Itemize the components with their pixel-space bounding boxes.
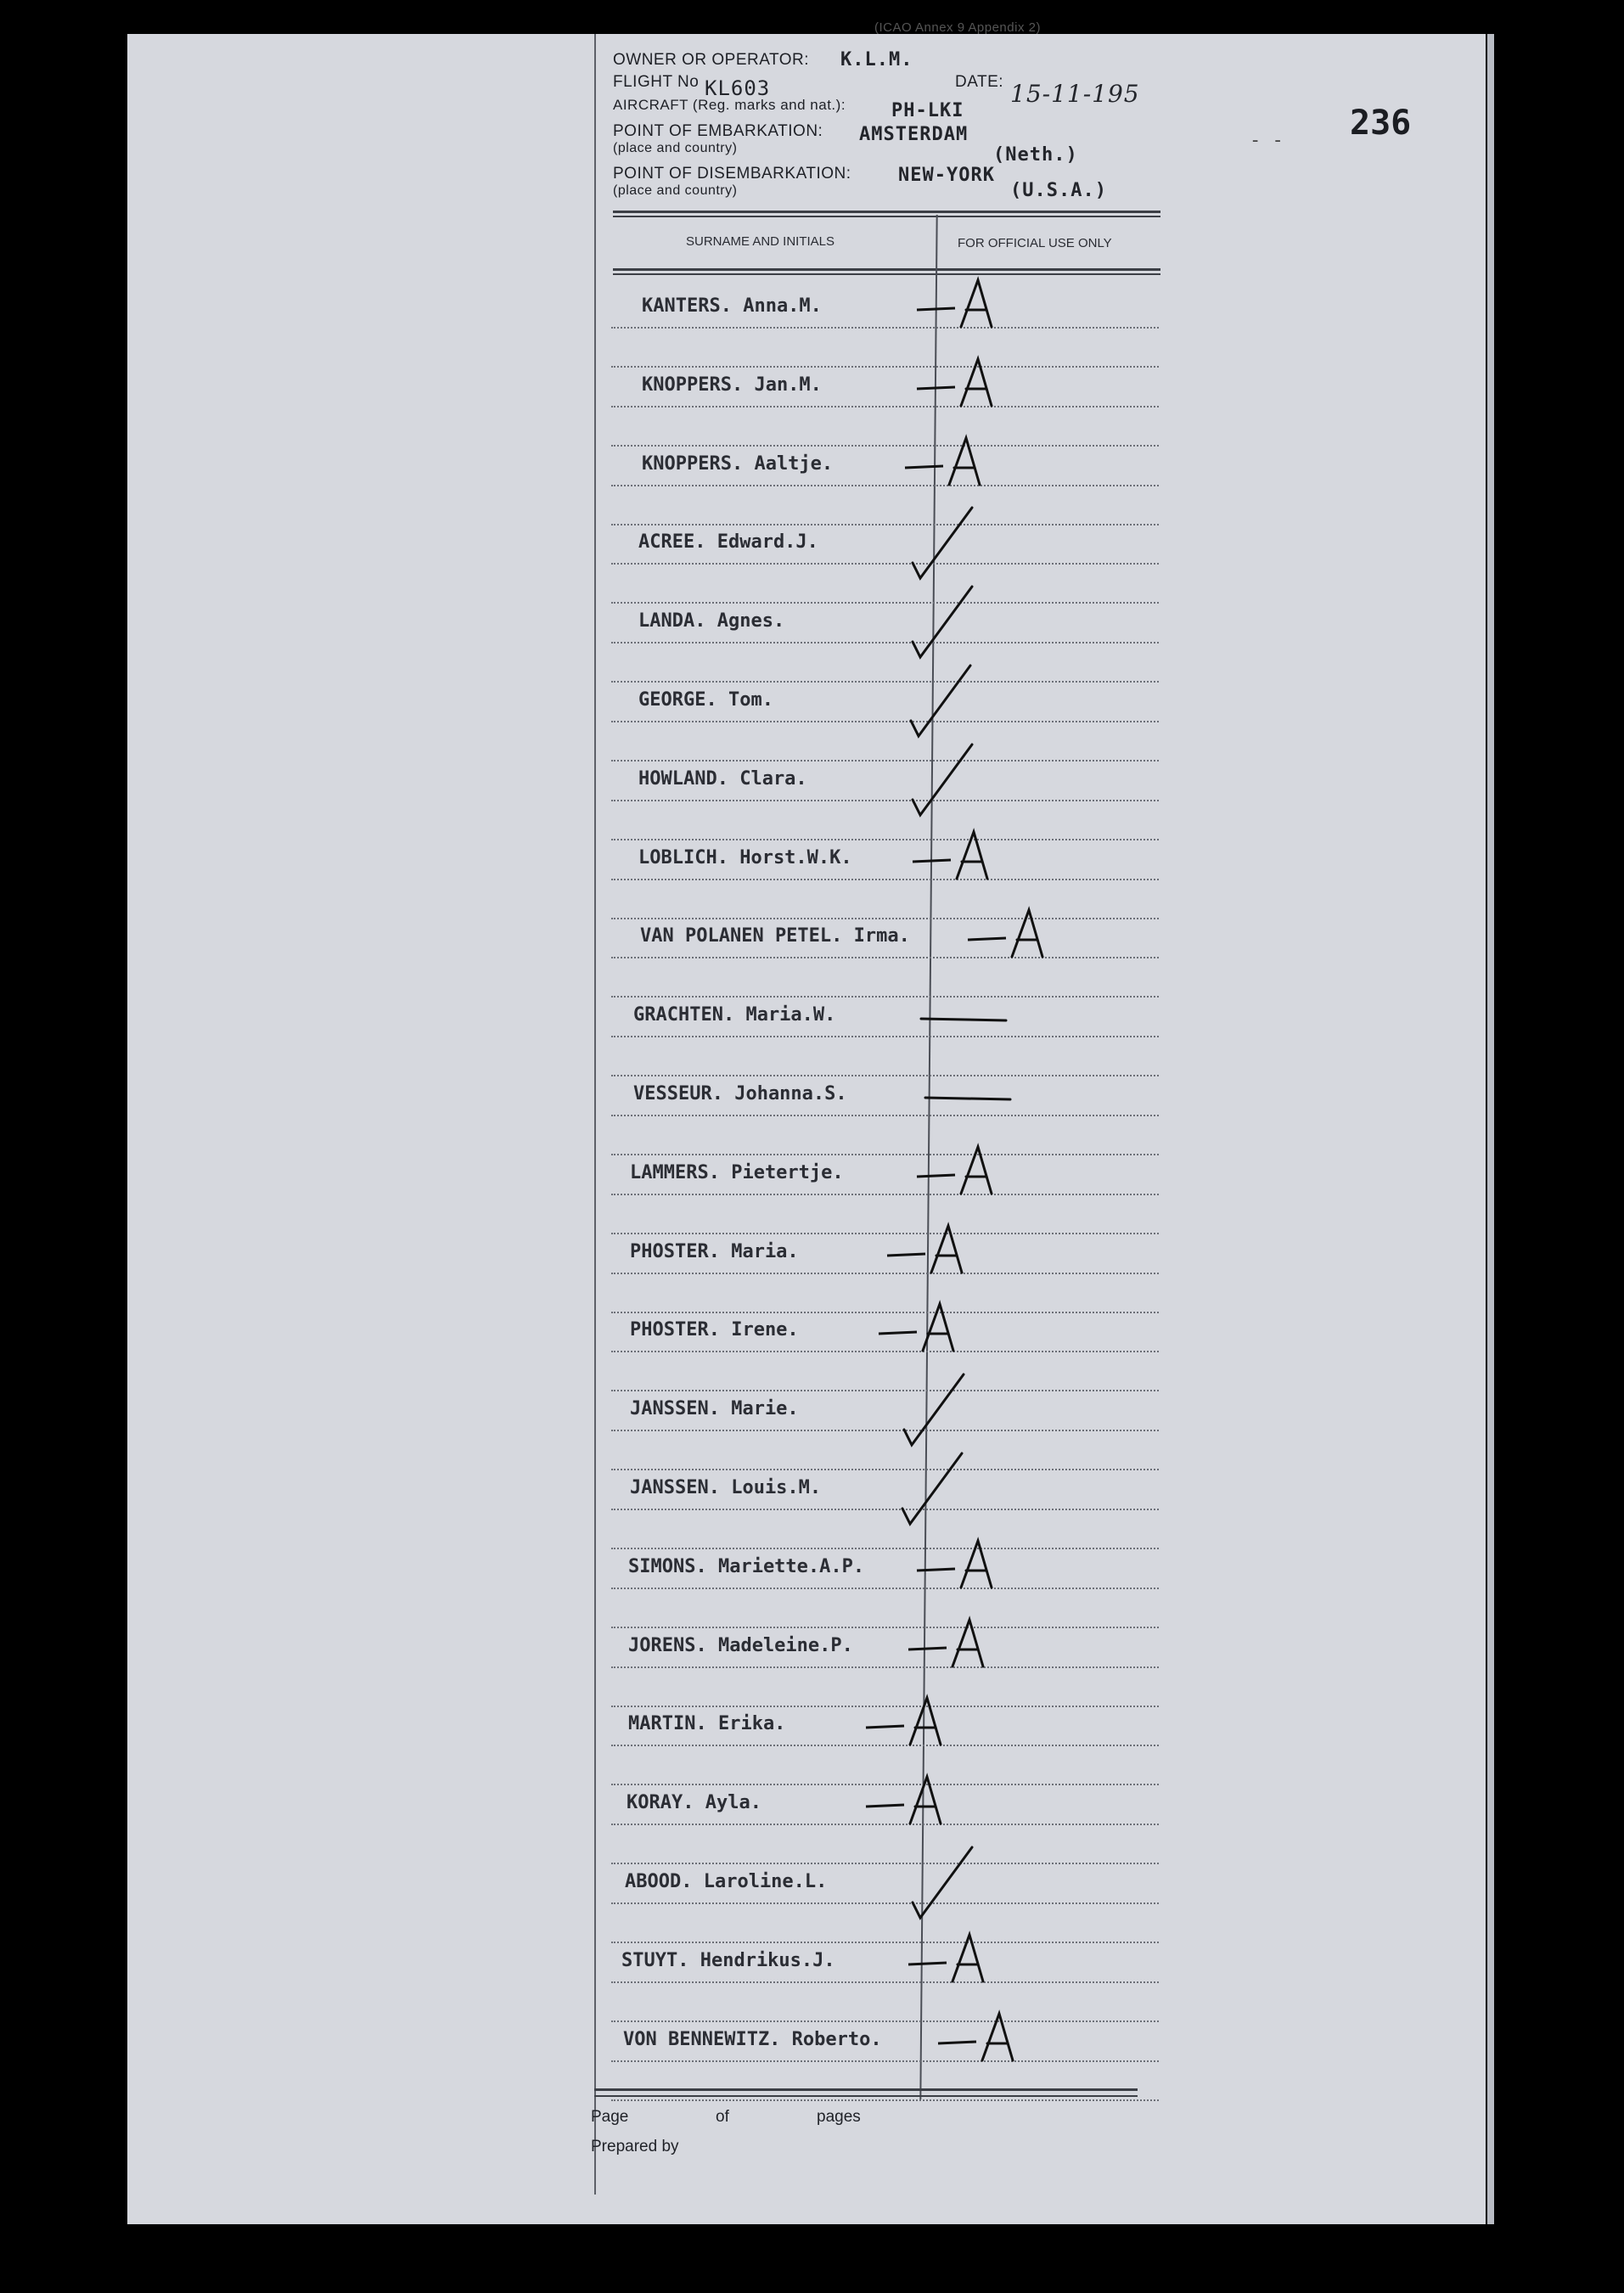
row-dotted-line [611,1863,1159,1864]
bottom-rule-1 [594,2088,1138,2091]
footer-prepared-label: Prepared by [591,2138,679,2155]
disembark-sub: (place and country) [613,183,738,198]
row-dotted-line [611,1548,1159,1549]
passenger-name: LOBLICH. Horst.W.K. [638,846,852,868]
row-dotted-line [611,445,1159,447]
date-value: 15-11-195 [1010,80,1140,108]
document-sheet [127,34,1486,2224]
passenger-name: LANDA. Agnes. [638,610,785,632]
row-dotted-line [611,485,1159,486]
bottom-rule-2 [594,2095,1138,2097]
header-rule-second [613,216,1160,217]
top-cut-text: (ICAO Annex 9 Appendix 2) [874,20,1041,35]
passenger-name: JORENS. Madeleine.P. [628,1634,853,1656]
disembark-value: NEW-YORK [898,165,995,186]
passenger-name: VAN POLANEN PETEL. Irma. [640,925,910,947]
footer-of-label: of [716,2108,729,2126]
row-dotted-line [611,366,1159,368]
passenger-name: KNOPPERS. Jan.M. [642,374,822,396]
row-dotted-line [611,2099,1159,2101]
row-dotted-line [611,1036,1159,1037]
row-dotted-line [611,2060,1159,2062]
footer-pages-label: pages [817,2108,861,2126]
row-dotted-line [611,2020,1159,2022]
row-dotted-line [611,760,1159,762]
row-dotted-line [611,1588,1159,1589]
embark-sub: (place and country) [613,141,738,155]
row-dotted-line [611,1154,1159,1155]
sheet-edge [1487,34,1494,2224]
embark-label: POINT OF EMBARKATION: [613,122,823,140]
row-dotted-line [611,327,1159,329]
row-dotted-line [611,1390,1159,1391]
owner-label: OWNER OR OPERATOR: [613,51,810,69]
official-column-header: FOR OFFICIAL USE ONLY [958,236,1112,250]
page-number: 236 [1350,104,1412,143]
row-dotted-line [611,524,1159,525]
passenger-name: JANSSEN. Louis.M. [630,1477,822,1498]
aircraft-value: PH-LKI [891,100,964,121]
passenger-name: MARTIN. Erika. [628,1713,786,1735]
row-dotted-line [611,1469,1159,1470]
passenger-name: KORAY. Ayla. [627,1792,761,1814]
row-dotted-line [611,1942,1159,1943]
passenger-name: PHOSTER. Maria. [630,1240,799,1262]
row-dotted-line [611,1666,1159,1668]
passenger-name: JANSSEN. Marie. [630,1398,799,1420]
flight-label: FLIGHT No [613,73,700,91]
row-dotted-line [611,563,1159,565]
row-dotted-line [611,879,1159,880]
row-dotted-line [611,602,1159,604]
passenger-name: GRACHTEN. Maria.W. [633,1004,836,1026]
handwritten-a-mark [930,2001,1048,2094]
passenger-name: GEORGE. Tom. [638,689,773,711]
flight-value: KL603 [705,76,771,100]
passenger-name: KNOPPERS. Aaltje. [642,452,834,475]
row-dotted-line [611,1509,1159,1510]
row-dotted-line [611,1075,1159,1076]
date-label: DATE: [955,73,1004,91]
disembark-country: (U.S.A.) [1010,180,1107,201]
column-header-rule [613,268,1160,271]
aircraft-label: AIRCRAFT (Reg. marks and nat.): [613,97,846,113]
passenger-name: ACREE. Edward.J. [638,531,818,554]
owner-value: K.L.M. [840,49,913,70]
row-dotted-line [611,642,1159,644]
row-dotted-line [611,406,1159,407]
row-dotted-line [611,1902,1159,1904]
passenger-name: STUYT. Hendrikus.J. [621,1949,835,1971]
row-dotted-line [611,1194,1159,1195]
passenger-name: ABOOD. Laroline.L. [625,1871,828,1892]
row-dotted-line [611,681,1159,683]
passenger-name: KANTERS. Anna.M. [642,295,822,317]
header-rule-top [613,211,1160,213]
passenger-name: PHOSTER. Irene. [630,1319,799,1341]
row-dotted-line [611,839,1159,840]
passenger-name: HOWLAND. Clara. [638,767,807,790]
passenger-name: VESSEUR. Johanna.S. [633,1083,847,1104]
corner-mark: - - [1250,130,1284,151]
row-dotted-line [611,1981,1159,1983]
passenger-name: VON BENNEWITZ. Roberto. [623,2028,882,2050]
row-dotted-line [611,1115,1159,1116]
row-dotted-line [611,1627,1159,1628]
embark-value: AMSTERDAM [859,124,969,145]
row-dotted-line [611,1430,1159,1431]
embark-country: (Neth.) [993,144,1078,166]
row-dotted-line [611,996,1159,998]
row-dotted-line [611,800,1159,801]
passenger-name: LAMMERS. Pietertje. [630,1161,844,1183]
column-header-rule-2 [613,273,1160,275]
disembark-label: POINT OF DISEMBARKATION: [613,165,851,183]
surname-column-header: SURNAME AND INITIALS [686,234,835,249]
row-dotted-line [611,721,1159,722]
form-left-edge [594,34,596,2195]
passenger-name: SIMONS. Mariette.A.P. [628,1555,865,1577]
footer-page-label: Page [591,2108,629,2126]
